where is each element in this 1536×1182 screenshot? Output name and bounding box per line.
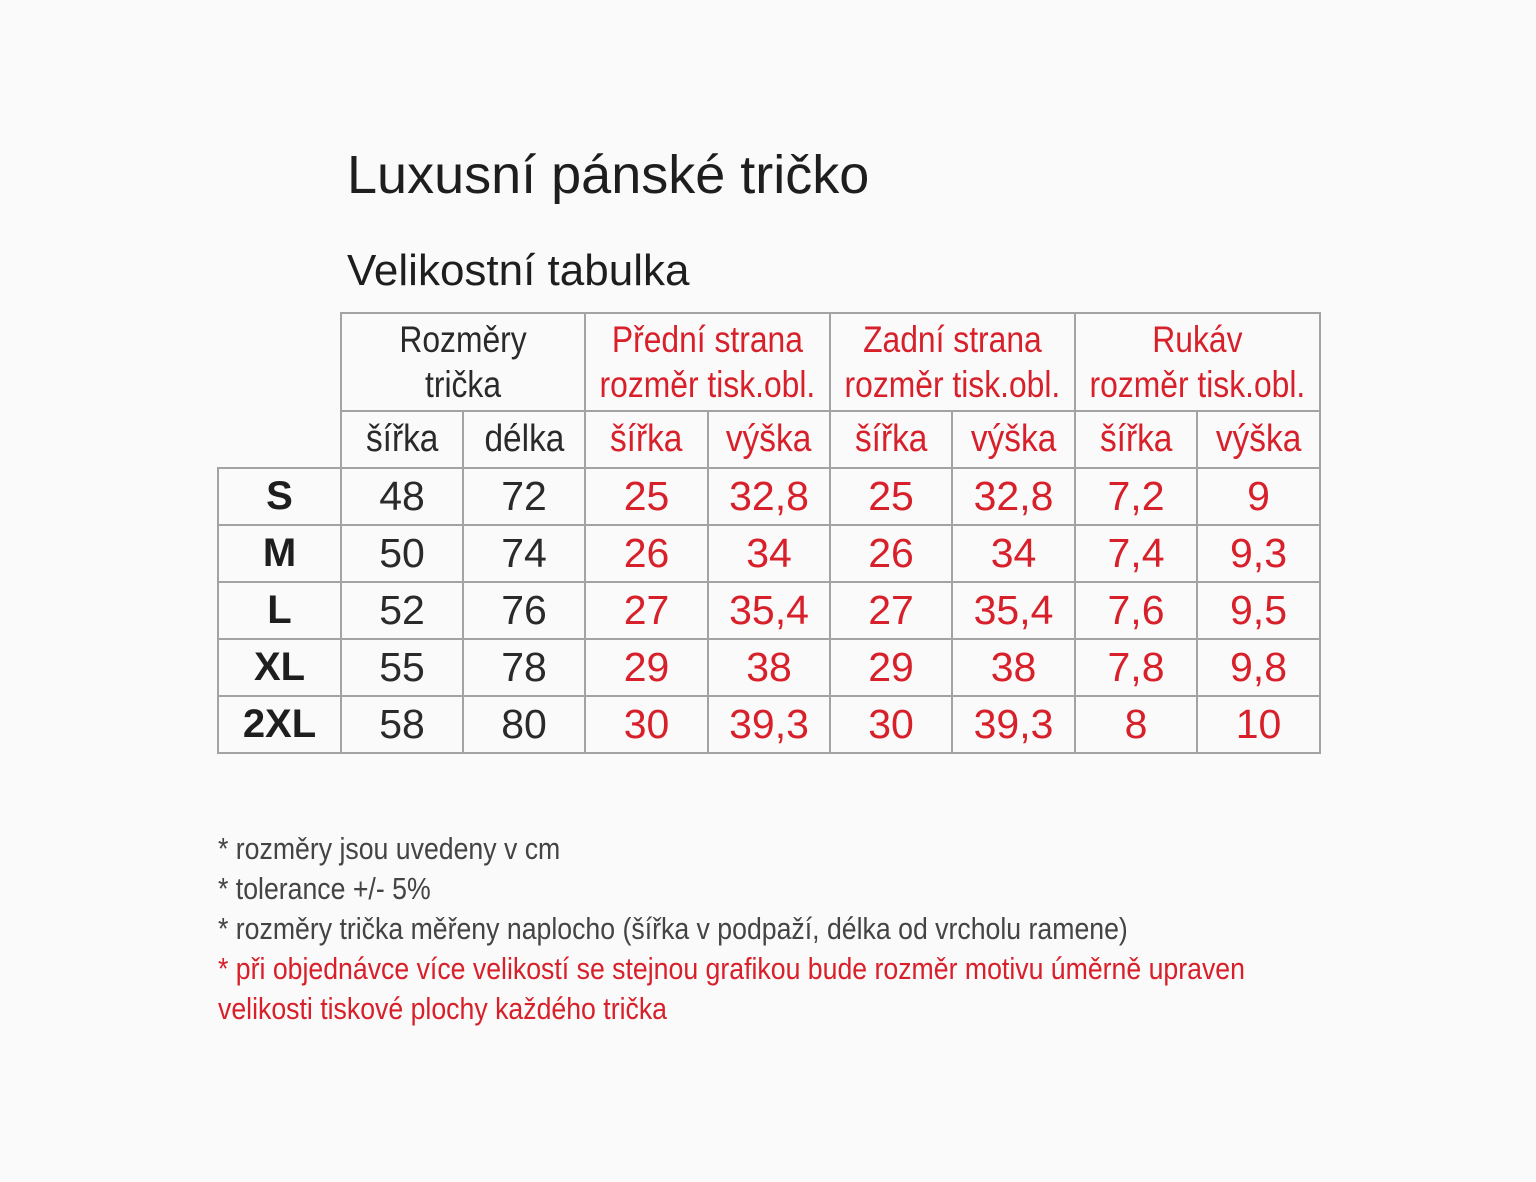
column-header <box>951 410 1076 469</box>
table-cell-value: 34 <box>990 530 1037 576</box>
column-header <box>829 410 953 469</box>
table-cell-value: 52 <box>379 587 425 633</box>
note-units: * rozměry jsou uvedeny v cm <box>218 831 561 866</box>
table-cell-value: 48 <box>379 473 425 519</box>
table-cell <box>340 695 464 754</box>
table-cell <box>1196 638 1321 697</box>
column-header-label: výška <box>1215 418 1302 460</box>
note-order-warning-cont: velikosti tiskové plochy každého trička <box>218 991 667 1026</box>
group-header-line1: Rukáv <box>1152 319 1243 360</box>
table-cell <box>340 581 464 640</box>
table-cell <box>1196 581 1321 640</box>
table-cell-value: 25 <box>868 473 914 519</box>
group-header-line2: rozměr tisk.obl. <box>844 364 1061 405</box>
table-cell-value: 8 <box>1124 701 1148 747</box>
table-cell <box>707 524 831 583</box>
table-cell-value: 35,4 <box>973 587 1054 633</box>
column-header <box>462 410 586 469</box>
table-cell-value: 39,3 <box>729 701 809 747</box>
notes <box>218 829 1412 1029</box>
table-cell <box>1074 638 1198 697</box>
table-cell <box>1196 467 1321 526</box>
table-cell-value: 26 <box>868 530 914 576</box>
page-title: Luxusní pánské tričko <box>347 145 870 205</box>
table-cell-value: 38 <box>990 644 1037 690</box>
group-header-line1: Přední strana <box>611 319 804 360</box>
column-header-label: délka <box>484 418 564 460</box>
column-header <box>1196 410 1321 469</box>
table-cell-value: 58 <box>379 701 425 747</box>
table-cell <box>1074 467 1198 526</box>
table-cell <box>1074 695 1198 754</box>
table-cell-value: 32,8 <box>973 473 1054 519</box>
column-header-label: šířka <box>610 418 683 460</box>
column-header <box>584 410 709 469</box>
table-cell-value: 35,4 <box>729 587 809 633</box>
table-cell <box>462 638 586 697</box>
table-cell-value: 29 <box>623 644 670 690</box>
size-label-cell <box>217 638 342 697</box>
column-header <box>340 410 464 469</box>
table-cell <box>951 695 1076 754</box>
table-cell <box>584 581 709 640</box>
table-cell-value: 55 <box>379 644 425 690</box>
table-cell <box>584 524 709 583</box>
table-cell <box>951 524 1076 583</box>
note-measurement: * rozměry trička měřeny naplocho (šířka v podpaží, délka od vrcholu ramene) <box>218 911 1128 946</box>
table-cell <box>462 581 586 640</box>
table-cell <box>951 581 1076 640</box>
size-label: L <box>267 588 292 632</box>
table-cell-value: 7,8 <box>1107 644 1165 690</box>
table-cell <box>584 695 709 754</box>
table-cell <box>707 581 831 640</box>
table-cell <box>829 638 953 697</box>
group-header-line2: trička <box>424 364 502 405</box>
group-header-line1: Zadní strana <box>863 319 1042 360</box>
table-cell-value: 72 <box>501 473 547 519</box>
table-cell <box>462 467 586 526</box>
table-cell <box>829 524 953 583</box>
size-label-cell <box>217 467 342 526</box>
table-cell-value: 9,8 <box>1230 644 1287 690</box>
size-label: 2XL <box>242 702 317 746</box>
table-cell-value: 34 <box>746 530 792 576</box>
table-cell-value: 7,6 <box>1107 587 1165 633</box>
table-cell-value: 27 <box>623 587 670 633</box>
table-cell <box>829 695 953 754</box>
note-order-warning: * při objednávce více velikostí se stejnou grafikou bude rozměr motivu úměrně upraven <box>218 951 1245 986</box>
table-cell <box>340 638 464 697</box>
table-cell-value: 10 <box>1235 701 1282 747</box>
table-cell-value: 9,3 <box>1230 530 1287 576</box>
column-header-label: výška <box>726 418 812 460</box>
table-cell-value: 7,2 <box>1107 473 1165 519</box>
table-cell <box>1074 581 1198 640</box>
group-header-line2: rozměr tisk.obl. <box>1089 364 1306 405</box>
size-label: S <box>266 474 293 518</box>
table-cell-value: 74 <box>501 530 547 576</box>
page-subtitle: Velikostní tabulka <box>347 246 690 295</box>
column-header <box>707 410 831 469</box>
table-cell-value: 7,4 <box>1107 530 1165 576</box>
table-cell <box>340 467 464 526</box>
table-cell <box>462 524 586 583</box>
table-cell <box>707 695 831 754</box>
table-cell-value: 39,3 <box>973 701 1054 747</box>
table-cell <box>707 638 831 697</box>
table-cell <box>1074 524 1198 583</box>
note-tolerance: * tolerance +/- 5% <box>218 871 431 906</box>
size-label: M <box>262 531 297 575</box>
size-label-cell <box>217 524 342 583</box>
table-cell <box>829 581 953 640</box>
group-header-2 <box>829 312 1076 412</box>
table-cell-value: 30 <box>868 701 914 747</box>
table-cell <box>951 467 1076 526</box>
group-header-0 <box>340 312 586 412</box>
table-cell <box>340 524 464 583</box>
table-cell <box>584 638 709 697</box>
table-cell-value: 32,8 <box>729 473 809 519</box>
column-header <box>1074 410 1198 469</box>
size-label: XL <box>253 645 306 689</box>
group-header-3 <box>1074 312 1321 412</box>
table-cell-value: 78 <box>501 644 547 690</box>
table-cell-value: 80 <box>501 701 547 747</box>
table-cell <box>707 467 831 526</box>
table-cell <box>1196 695 1321 754</box>
group-header-line1: Rozměry <box>399 319 527 360</box>
table-cell-value: 26 <box>623 530 670 576</box>
table-cell <box>951 638 1076 697</box>
table-cell-value: 27 <box>868 587 914 633</box>
table-cell-value: 38 <box>746 644 792 690</box>
group-header-1 <box>584 312 831 412</box>
table-cell-value: 9 <box>1247 473 1270 519</box>
table-cell <box>1196 524 1321 583</box>
group-header-line2: rozměr tisk.obl. <box>599 364 816 405</box>
table-cell-value: 25 <box>623 473 670 519</box>
table-cell-value: 76 <box>501 587 547 633</box>
table-cell-value: 30 <box>623 701 670 747</box>
table-cell <box>584 467 709 526</box>
table-cell-value: 29 <box>868 644 914 690</box>
column-header-label: šířka <box>1099 418 1173 460</box>
size-label-cell <box>217 695 342 754</box>
table-cell-value: 9,5 <box>1230 587 1287 633</box>
table-cell-value: 50 <box>379 530 425 576</box>
column-header-label: šířka <box>365 418 439 460</box>
table-cell <box>829 467 953 526</box>
column-header-label: šířka <box>854 418 928 460</box>
table-cell <box>462 695 586 754</box>
column-header-label: výška <box>970 418 1057 460</box>
size-label-cell <box>217 581 342 640</box>
